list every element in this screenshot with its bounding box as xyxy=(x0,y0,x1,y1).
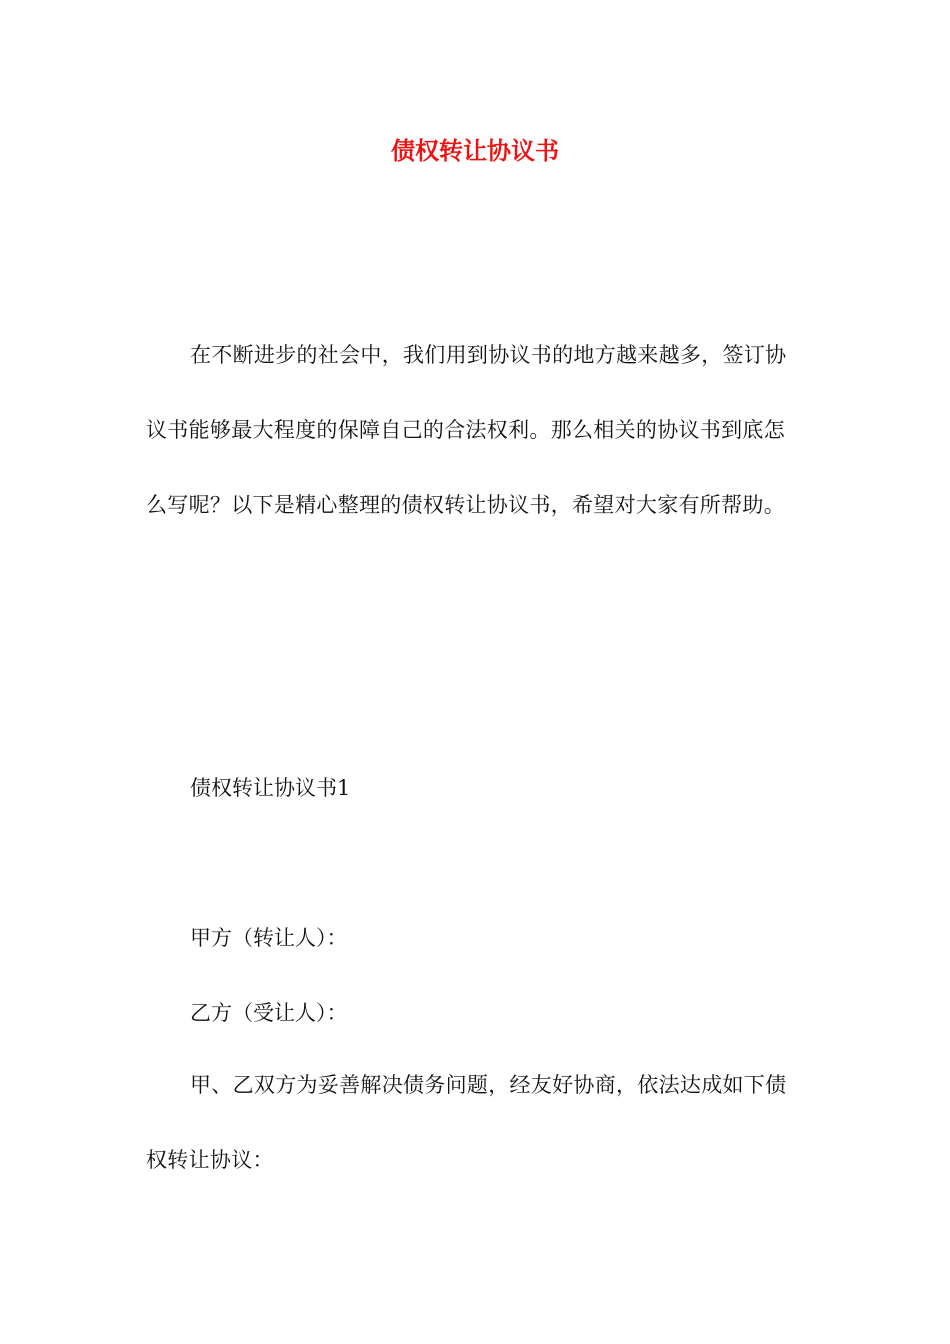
intro-paragraph: 在不断进步的社会中，我们用到协议书的地方越来越多，签订协议书能够最大程度的保障自己的合法权利。那么相关的协议书到底怎么写呢？以下是精心整理的债权转让协议书，希望对大家有所帮助。 xyxy=(146,343,787,517)
party-b-line: 乙方（受让人）： xyxy=(190,1001,348,1025)
agreement-clause: 甲、乙双方为妥善解决债务问题，经友好协商，依法达成如下债权转让协议： xyxy=(146,1073,787,1172)
document-title: 债权转让协议书 xyxy=(391,136,559,165)
section-title: 债权转让协议书1 xyxy=(190,776,351,800)
party-a-line: 甲方（转让人）： xyxy=(190,926,348,950)
